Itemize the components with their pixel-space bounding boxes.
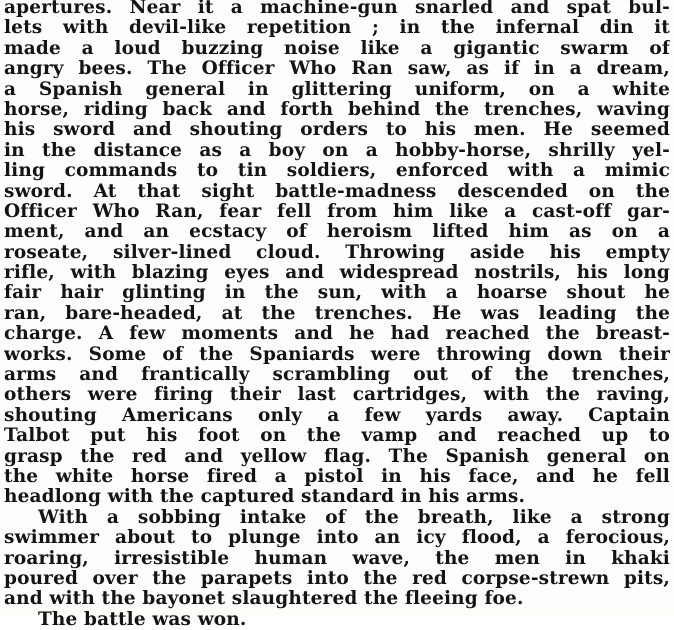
text-line: works. Some of the Spaniards were throwing down their bbox=[4, 344, 670, 365]
text-line: rifle, with blazing eyes and widespread nostrils, his long bbox=[4, 263, 670, 284]
text-line: horse, riding back and forth behind the trenches, waving bbox=[4, 99, 670, 120]
text-line: angry bees. The Officer Who Ran saw, as if in a dream, bbox=[4, 59, 670, 80]
text-line: the white horse fired a pistol in his face, and he fell bbox=[4, 466, 670, 487]
text-line: ment, and an ecstacy of heroism lifted him as on a bbox=[4, 222, 670, 243]
article-text bbox=[4, 0, 670, 630]
text-line: apertures. Near it a machine-gun snarled and spat bul- bbox=[4, 0, 670, 18]
text-line: grasp the red and yellow flag. The Spanish general on bbox=[4, 446, 670, 467]
paragraph-1 bbox=[4, 0, 670, 508]
text-line: charge. A few moments and he had reached the breast- bbox=[4, 324, 670, 345]
text-line: a Spanish general in glittering uniform, on a white bbox=[4, 79, 670, 100]
text-line: lets with devil-like repetition ; in the infernal din it bbox=[4, 18, 670, 39]
text-line: his sword and shouting orders to his men. He seemed bbox=[4, 120, 670, 141]
text-line: made a loud buzzing noise like a gigantic swarm of bbox=[4, 38, 670, 59]
paragraph-2 bbox=[4, 508, 670, 610]
text-line: sword. At that sight battle-madness descended on the bbox=[4, 181, 670, 202]
text-line: ran, bare-headed, at the trenches. He was leading the bbox=[4, 303, 670, 324]
text-line: The battle was won. bbox=[38, 609, 247, 630]
text-line: roaring, irresistible human wave, the men in khaki bbox=[4, 548, 670, 569]
text-line: Officer Who Ran, fear fell from him like a cast-off gar- bbox=[4, 201, 670, 222]
text-line: poured over the parapets into the red corpse-strewn pits, bbox=[4, 568, 670, 589]
paragraph-3 bbox=[4, 610, 670, 630]
text-line: and with the bayonet slaughtered the fleeing foe. bbox=[4, 589, 524, 610]
text-line: shouting Americans only a few yards away. Captain bbox=[4, 405, 670, 426]
text-line: others were firing their last cartridges, with the raving, bbox=[4, 385, 670, 406]
text-line: swimmer about to plunge into an icy flood, a ferocious, bbox=[4, 528, 670, 549]
text-line: arms and frantically scrambling out of the trenches, bbox=[4, 365, 670, 386]
text-line: fair hair glinting in the sun, with a hoarse shout he bbox=[4, 283, 670, 304]
text-line: in the distance as a boy on a hobby-horse, shrilly yel- bbox=[4, 140, 670, 161]
text-line: ling commands to tin soldiers, enforced with a mimic bbox=[4, 161, 670, 182]
text-line: headlong with the captured standard in his arms. bbox=[4, 487, 526, 508]
text-line: Talbot put his foot on the vamp and reached up to bbox=[4, 426, 670, 447]
text-line: roseate, silver-lined cloud. Throwing aside his empty bbox=[4, 242, 670, 263]
text-line: With a sobbing intake of the breath, like a strong bbox=[38, 507, 670, 528]
